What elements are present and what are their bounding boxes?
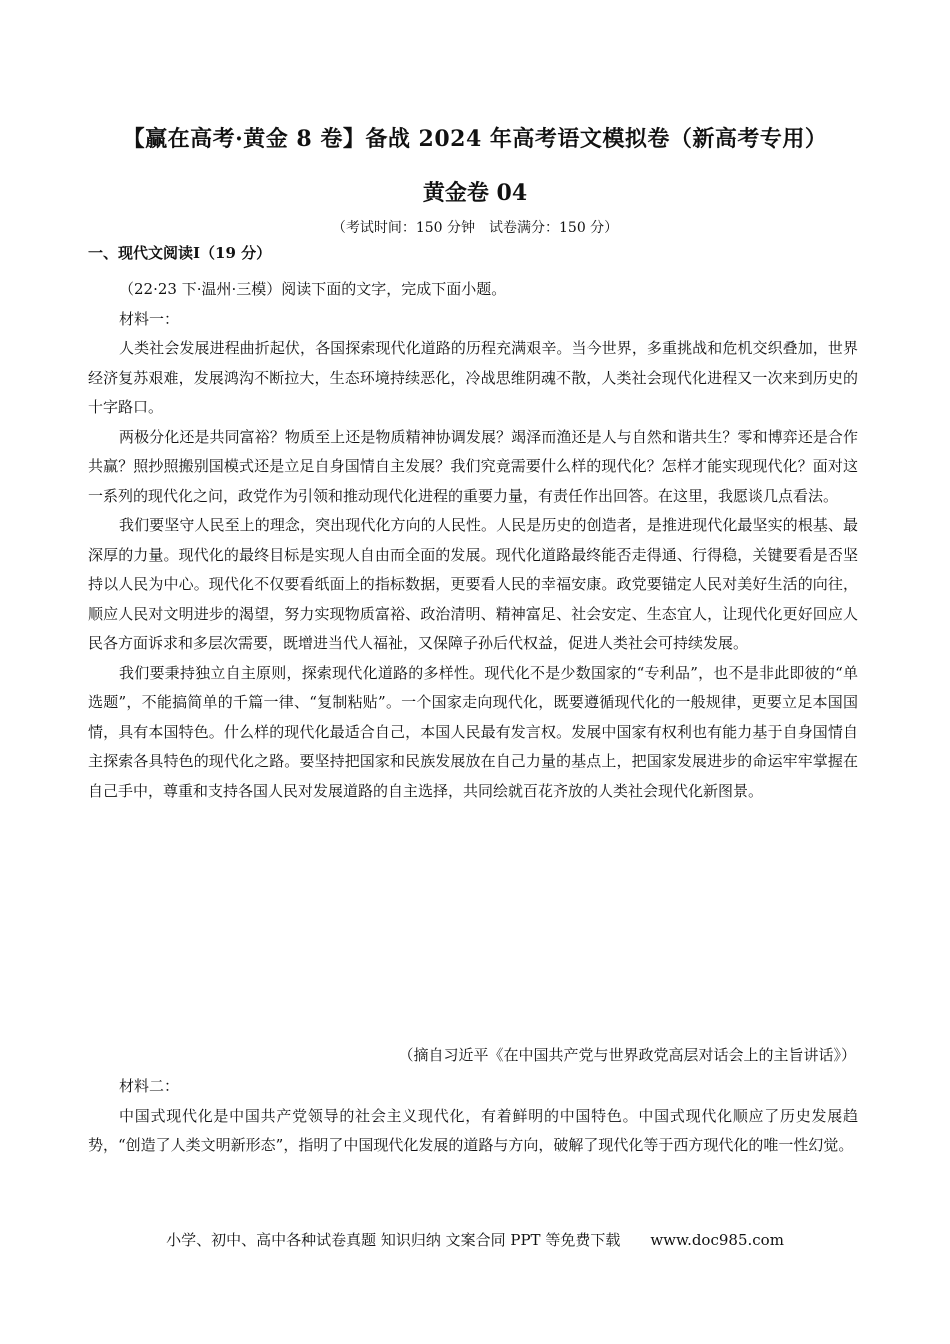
paragraph-2: 两极分化还是共同富裕？物质至上还是物质精神协调发展？竭泽而渔还是人与自然和谐共生？零和博弈还是合作共赢？照抄照搬别国模式还是立足自身国情自主发展？我们究竟需要什么样的现代化？怎样才能实现现代化？面对这一系列的现代化之问，政党作为引领和推动现代化进程的重要力量，有责任作出回答。在这里，我愿谈几点看法。 (88, 427, 858, 505)
section-heading: 一、现代文阅读Ⅰ（19 分） (88, 244, 272, 262)
paragraph-3: 我们要坚守人民至上的理念，突出现代化方向的人民性。人民是历史的创造者，是推进现代化最坚实的根基、最深厚的力量。现代化的最终目标是实现人自由而全面的发展。现代化道路最终能否走得通、行得稳，关键要看是否坚持以人民为中心。现代化不仅要看纸面上的指标数据，更要看人民的幸福安康。政党要锚定人民对美好生活的向往，顺应人民对文明进步的渴望，努力实现物质富裕、政治清明、精神富足、社会安定、生态宜人，让现代化更好回应人民各方面诉求和多层次需要，既增进当代人福祉，又保障子孙后代权益，促进人类社会可持续发展。 (88, 516, 858, 652)
source-citation: （摘自习近平《在中国共产党与世界政党高层对话会上的主旨讲话》） (398, 1046, 856, 1064)
material-one-label: 材料一： (119, 309, 180, 328)
page-footer: 小学、初中、高中各种试卷真题 知识归纳 文案合同 PPT 等免费下载 www.doc985.com (166, 1231, 784, 1249)
material-two-paragraph: 中国式现代化是中国共产党领导的社会主义现代化，有着鲜明的中国特色。中国式现代化顺应了历史发展趋势，“创造了人类文明新形态”，指明了中国现代化发展的道路与方向，破解了现代化等于西方现代化的唯一性幻觉。 (88, 1106, 858, 1154)
page-subtitle: 黄金卷 04 (422, 180, 528, 206)
material-one-block (88, 275, 858, 806)
paragraph-1: 人类社会发展进程曲折起伏，各国探索现代化道路的历程充满艰辛。当今世界，多重挑战和危机交织叠加，世界经济复苏艰难，发展鸿沟不断拉大，生态环境持续恶化，冷战思维阴魂不散，人类社会现代化进程又一次来到历史的十字路口。 (88, 339, 858, 416)
page-title: 【赢在高考·黄金 8 卷】备战 2024 年高考语文模拟卷（新高考专用） (122, 126, 828, 152)
reading-intro: （22·23 下·温州·三模）阅读下面的文字，完成下面小题。 (119, 280, 507, 298)
exam-info: （考试时间：150 分钟 试卷满分：150 分） (331, 220, 619, 236)
material-two-block (88, 1072, 858, 1161)
paragraph-4: 我们要秉持独立自主原则，探索现代化道路的多样性。现代化不是少数国家的“专利品”，也不是非此即彼的“单选题”，不能搞简单的千篇一律、“复制粘贴”。一个国家走向现代化，既要遵循现代化的一般规律，更要立足本国国情，具有本国特色。什么样的现代化最适合自己，本国人民最有发言权。发展中国家有权利也有能力基于自身国情自主探索各具特色的现代化之路。要坚持把国家和民族发展放在自己力量的基点上，把国家发展进步的命运牢牢掌握在自己手中，尊重和支持各国人民对发展道路的自主选择，共同绘就百花齐放的人类社会现代化新图景。 (88, 663, 858, 800)
material-two-label: 材料二： (119, 1077, 180, 1095)
